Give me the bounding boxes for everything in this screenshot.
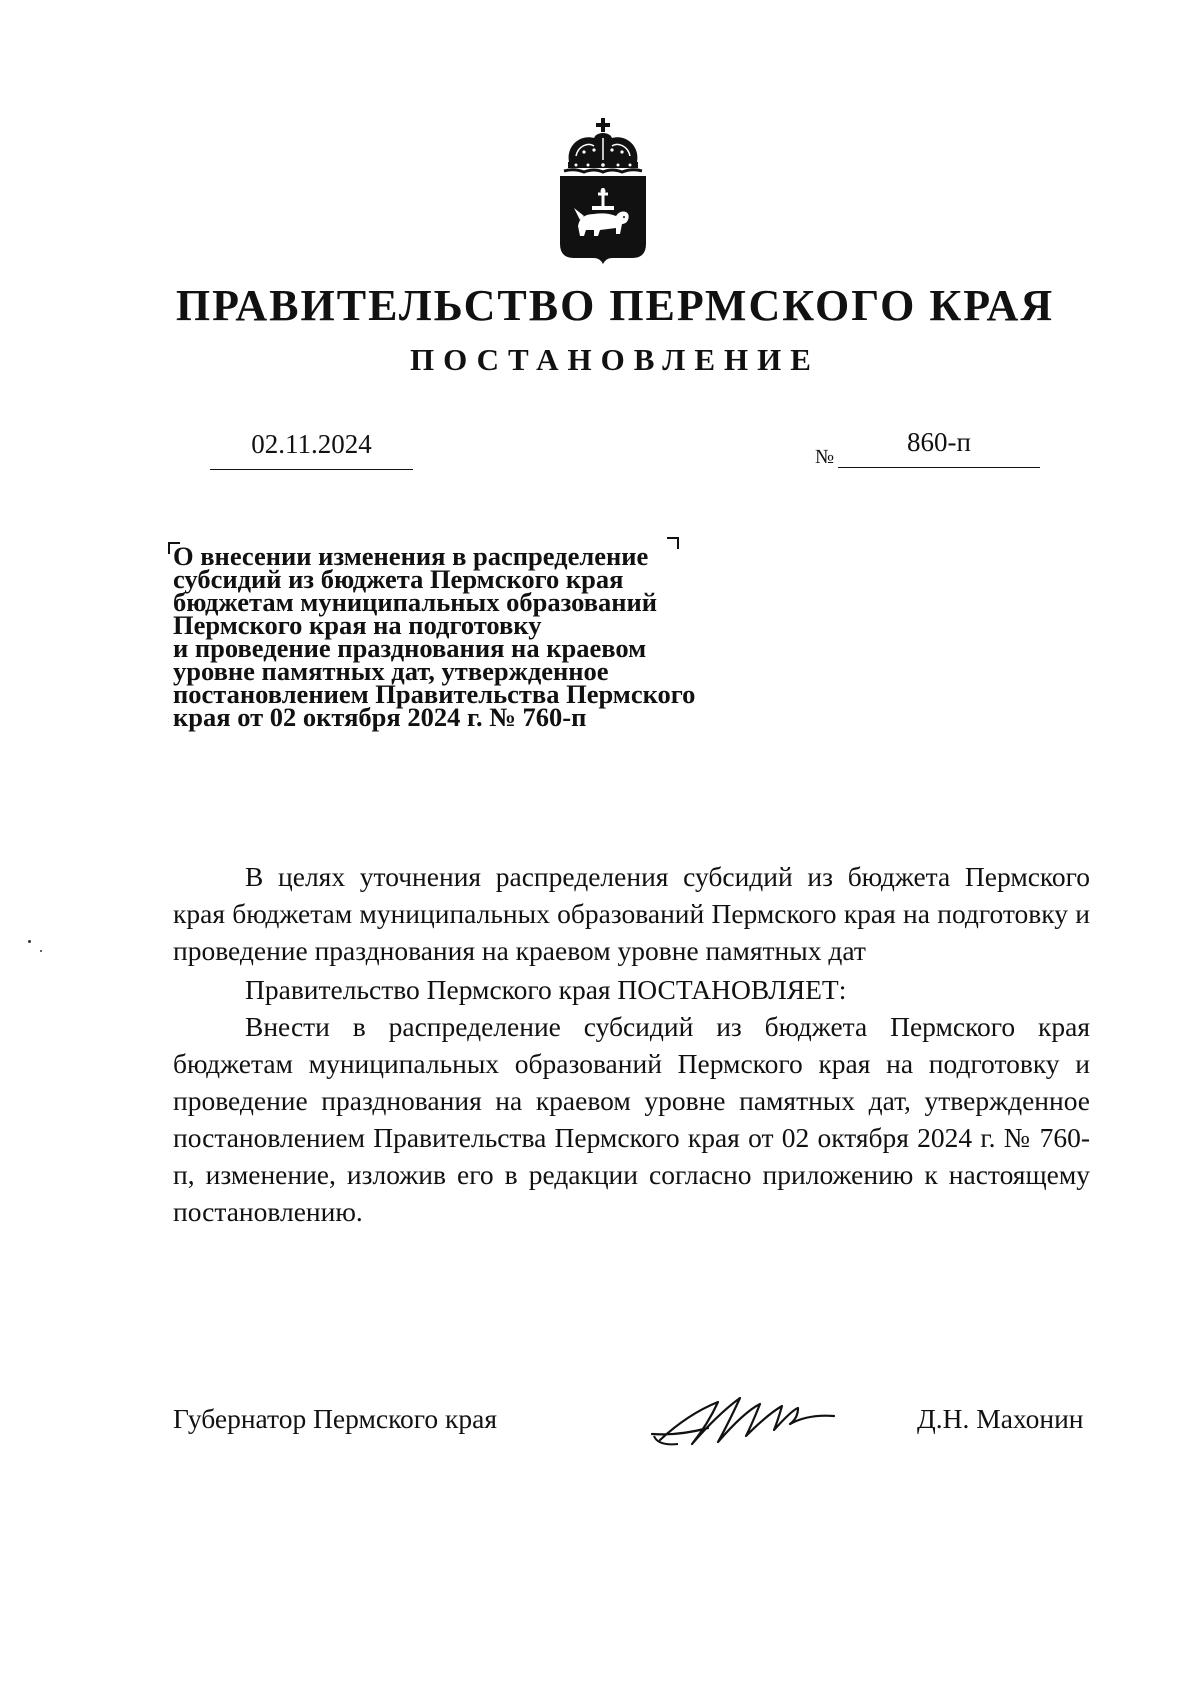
document-number: 860-п bbox=[907, 427, 971, 457]
scan-speck bbox=[40, 950, 42, 952]
document-number-label: № bbox=[815, 446, 835, 468]
document-number-field bbox=[838, 427, 1040, 468]
handwritten-signature-icon bbox=[648, 1384, 838, 1454]
body-paragraph-resolves: Правительство Пермского края ПОСТАНОВЛЯЕТ: bbox=[245, 974, 847, 1005]
subject-line: субсидий из бюджета Пермского края bbox=[173, 564, 624, 594]
document-body bbox=[173, 858, 1090, 1230]
signatory-position: Губернатор Пермского края bbox=[173, 1403, 497, 1434]
organization-title: ПРАВИТЕЛЬСТВО ПЕРМСКОГО КРАЯ bbox=[175, 281, 1055, 330]
subject-line: уровне памятных дат, утвержденное bbox=[173, 656, 609, 686]
subject-line: О внесении изменения в распределение bbox=[173, 541, 649, 571]
document-date-field bbox=[210, 429, 413, 470]
signatory-name: Д.Н. Махонин bbox=[917, 1403, 1084, 1434]
document-subject bbox=[173, 541, 773, 732]
subject-line: и проведение празднования на краевом bbox=[173, 633, 647, 663]
perm-krai-coat-of-arms-icon bbox=[554, 116, 652, 264]
subject-line: края от 02 октября 2024 г. № 760-п bbox=[173, 702, 587, 732]
subject-line: постановлением Правительства Пермского bbox=[173, 679, 696, 709]
body-paragraph-decision: Внести в распределение субсидий из бюджета Пермского края бюджетам муниципальных образований Пермского края на подготовку и проведение празднования на краевом уровне памятных дат, утвержденное постановлением Правительства Пермского края от 02 октября 2024 г. № 760-п, изменение, изложив его в редакции согласно приложению к настоящему постановлению. bbox=[173, 1011, 1090, 1227]
body-paragraph-purpose: В целях уточнения распределения субсидий из бюджета Пермского края бюджетам муниципальных образований Пермского края на подготовку и проведение празднования на краевом уровне памятных дат bbox=[173, 861, 1090, 966]
document-date: 02.11.2024 bbox=[251, 429, 372, 459]
scan-speck bbox=[28, 940, 31, 943]
crown-icon bbox=[564, 118, 642, 172]
subject-line: Пермского края на подготовку bbox=[173, 610, 542, 640]
document-type: ПОСТАНОВЛЕНИЕ bbox=[410, 342, 820, 377]
subject-line: бюджетам муниципальных образований bbox=[173, 587, 658, 617]
